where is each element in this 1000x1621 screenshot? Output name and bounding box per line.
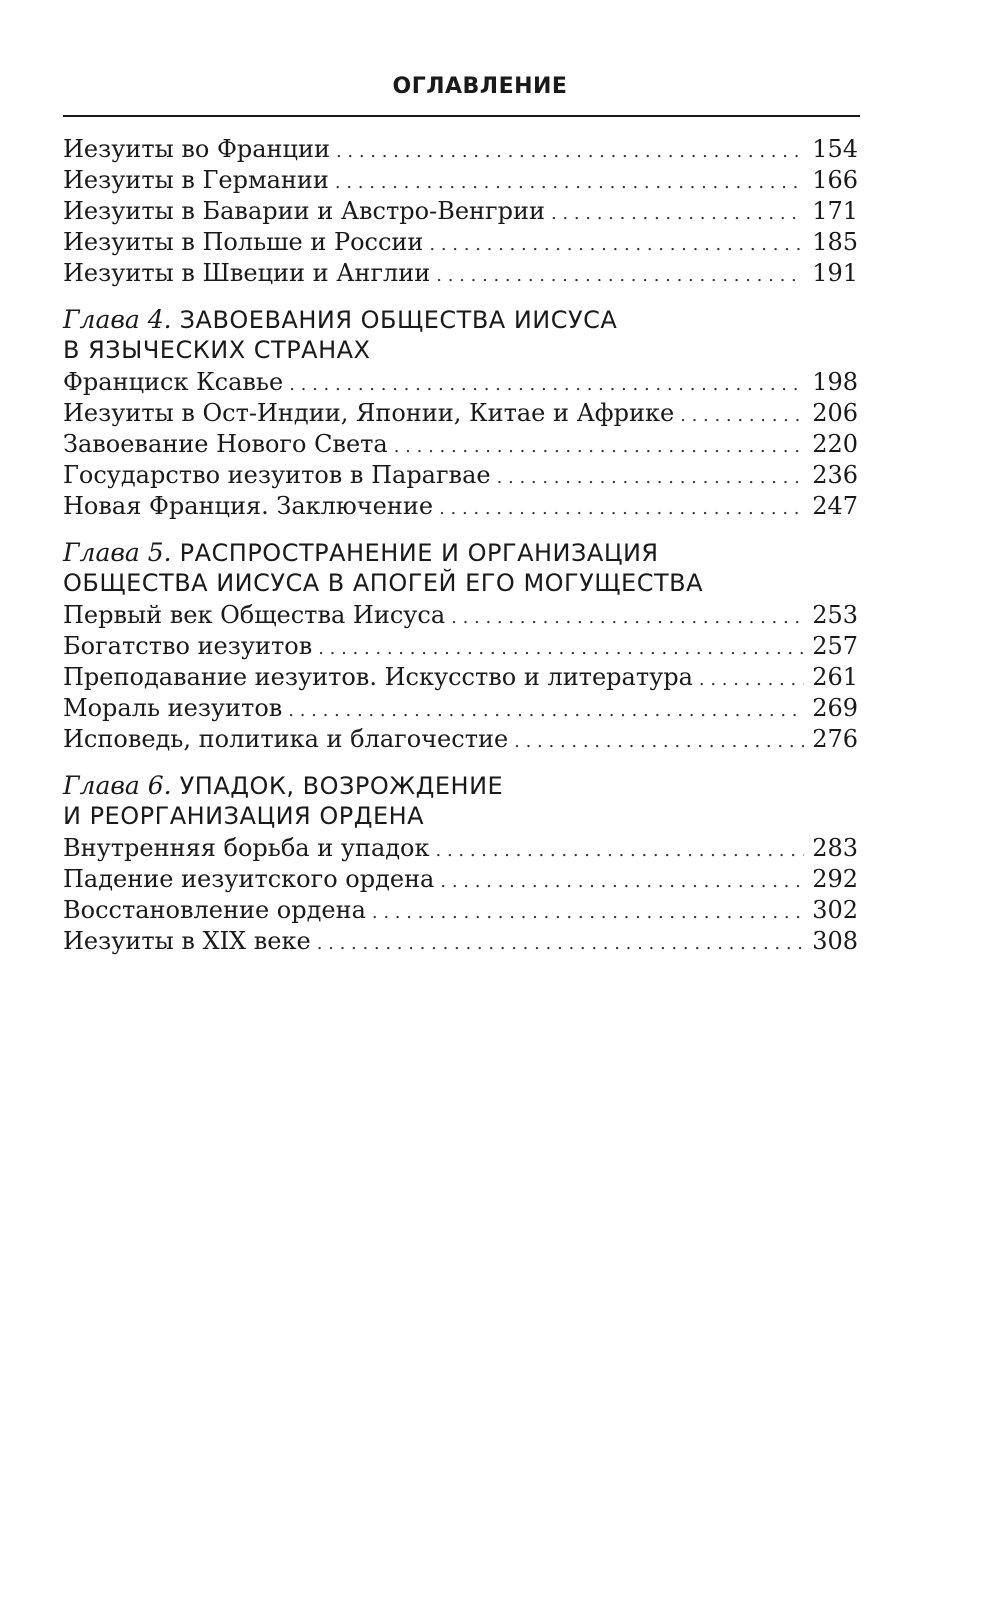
toc-entry-page: 308 [812,927,858,955]
dot-leader [318,633,804,664]
chapter-heading [63,771,858,831]
toc-entry-title: Преподавание иезуитов. Искусство и литература [63,663,693,691]
chapter-title-continued: И РЕОРГАНИЗАЦИЯ ОРДЕНА [63,802,425,830]
toc-entry-title: Новая Франция. Заключение [63,492,434,520]
toc-entry [63,134,858,165]
toc-entry-page: 269 [812,694,858,722]
toc-entry [63,398,858,429]
toc-entry-page: 247 [812,492,858,520]
chapter-heading [63,538,858,598]
toc-entry-page: 185 [812,228,858,256]
toc-entry-title: Иезуиты в Ост-Индии, Японии, Китае и Африке [63,399,675,427]
toc-entry [63,196,858,227]
toc-entry [63,926,858,957]
toc-entry [63,429,858,460]
dot-leader [289,369,804,400]
dot-leader [335,167,804,198]
dot-leader [699,664,804,695]
dot-leader [497,462,804,493]
dot-leader [436,260,804,291]
toc-entry [63,227,858,258]
toc-entry-page: 206 [812,399,858,427]
toc-entry-title: Богатство иезуитов [63,632,313,660]
chapter-title-continued: В ЯЗЫЧЕСКИХ СТРАНАХ [63,336,371,364]
toc-entry [63,258,858,289]
toc-entry-page: 283 [812,834,858,862]
toc-entry-title: Мораль иезуитов [63,694,283,722]
dot-leader [336,136,804,167]
toc-entry [63,367,858,398]
dot-leader [451,602,804,633]
chapter-label: Глава 6. [63,771,172,800]
dot-leader [288,695,804,726]
chapter-title-continued: ОБЩЕСТВА ИИСУСА В АПОГЕЙ ЕГО МОГУЩЕСТВА [63,569,704,597]
toc-entry-page: 253 [812,601,858,629]
toc-entry-page: 166 [812,166,858,194]
chapter-title: УПАДОК, ВОЗРОЖДЕНИЕ [179,772,504,800]
toc-entry-title: Завоевание Нового Света [63,430,388,458]
chapter-label: Глава 5. [63,538,172,567]
toc-entry-title: Восстановление ордена [63,896,366,924]
dot-leader [436,835,805,866]
toc-entry-page: 191 [812,259,858,287]
header-rule [63,115,860,117]
toc-entry-page: 257 [812,632,858,660]
toc-entry-title: Иезуиты во Франции [63,135,330,163]
dot-leader [439,493,804,524]
toc-entry-title: Внутренняя борьба и упадок [63,834,430,862]
toc-entry-page: 220 [812,430,858,458]
dot-leader [317,928,804,959]
toc-entry-page: 302 [812,896,858,924]
toc-entry-page: 198 [812,368,858,396]
toc-entry [63,864,858,895]
toc-entry-page: 236 [812,461,858,489]
toc-entry [63,693,858,724]
chapter-title: РАСПРОСТРАНЕНИЕ И ОРГАНИЗАЦИЯ [179,539,659,567]
table-of-contents [63,134,858,957]
toc-entry-title: Первый век Общества Иисуса [63,601,446,629]
toc-entry [63,895,858,926]
toc-entry [63,460,858,491]
chapter-title: ЗАВОЕВАНИЯ ОБЩЕСТВА ИИСУСА [179,306,618,334]
toc-entry [63,165,858,196]
chapter-heading [63,305,858,365]
toc-entry-title: Иезуиты в Германии [63,166,329,194]
dot-leader [551,198,804,229]
toc-entry-title: Иезуиты в Швеции и Англии [63,259,431,287]
toc-entry [63,631,858,662]
toc-entry-page: 171 [812,197,858,225]
toc-entry-title: Франциск Ксавье [63,368,284,396]
toc-entry [63,724,858,755]
toc-entry [63,833,858,864]
dot-leader [372,897,804,928]
toc-entry-page: 276 [812,725,858,753]
toc-entry-title: Иезуиты в Баварии и Австро-Венгрии [63,197,545,225]
toc-entry-title: Иезуиты в XIX веке [63,927,311,955]
dot-leader [680,400,804,431]
toc-entry-page: 154 [812,135,858,163]
dot-leader [440,866,804,897]
toc-entry-page: 261 [812,663,858,691]
toc-entry-page: 292 [812,865,858,893]
toc-entry [63,600,858,631]
dot-leader [394,431,804,462]
dot-leader [514,726,804,757]
toc-entry [63,491,858,522]
toc-entry-title: Иезуиты в Польше и России [63,228,424,256]
dot-leader [429,229,804,260]
toc-entry-title: Исповедь, политика и благочестие [63,725,509,753]
running-head: ОГЛАВЛЕНИЕ [392,74,568,99]
toc-entry [63,662,858,693]
chapter-label: Глава 4. [63,305,172,334]
toc-entry-title: Падение иезуитского ордена [63,865,435,893]
toc-entry-title: Государство иезуитов в Парагвае [63,461,491,489]
